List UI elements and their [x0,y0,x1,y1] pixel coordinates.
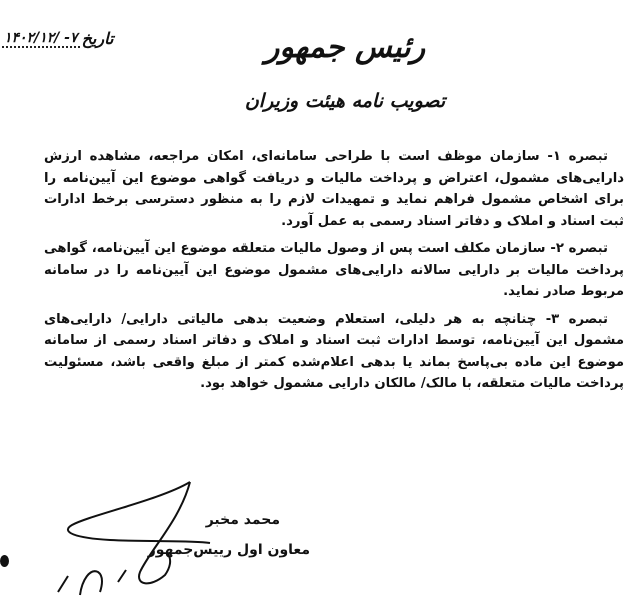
handwritten-signature-icon [0,480,320,598]
margin-dot-mark [0,555,9,567]
date-label: تاریخ [81,29,114,48]
signer-title: معاون اول رییس‌جمهور [147,542,310,558]
date-line [2,22,114,48]
note-1: تبصره ۱- سازمان موظف است با طراحی سامانه‌ای، امکان مراجعه، مشاهده ارزش دارایی‌های مشمول، اعتراض و پرداخت مالیات و دریافت گواهی موضوع این آیین‌نامه را برای اشخاص مشمول فراهم نماید و تمهیدات لازم را به منظور دسترسی برخط ادارات ثبت اسناد و املاک و دفاتر اسناد رسمی به عمل آورد. [44,149,624,229]
header-subtitle: تصویب نامه هیئت وزیران [244,90,446,112]
header-title: رئیس جمهور [264,30,426,65]
signer-name: محمد مخبر [205,512,280,528]
note-2: تبصره ۲- سازمان مکلف است پس از وصول مالیات متعلقه موضوع این آیین‌نامه، گواهی پرداخت مالیات بر دارایی سالانه دارایی‌های مشمول موضوع این آیین‌نامه را در سامانه مربوط صادر نماید. [44,241,624,299]
note-3: تبصره ۳- چنانچه به هر دلیلی، استعلام وضعیت بدهی مالیاتی دارایی/ دارایی‌های مشمول این آیین‌نامه، توسط ادارات ثبت اسناد و املاک و دفاتر اسناد رسمی از سامانه موضوع این ماده بی‌پاسخ بماند یا بدهی اعلام‌شده کمتر از مبلغ واقعی باشد، مسئولیت پرداخت مالیات متعلقه، با مالک/ مالکان دارایی مشمول خواهد بود. [44,311,624,391]
signature-block [70,480,320,598]
date-value: ۱۴۰۲/۱۲/ -۷ [4,30,78,46]
document-body [44,146,624,395]
